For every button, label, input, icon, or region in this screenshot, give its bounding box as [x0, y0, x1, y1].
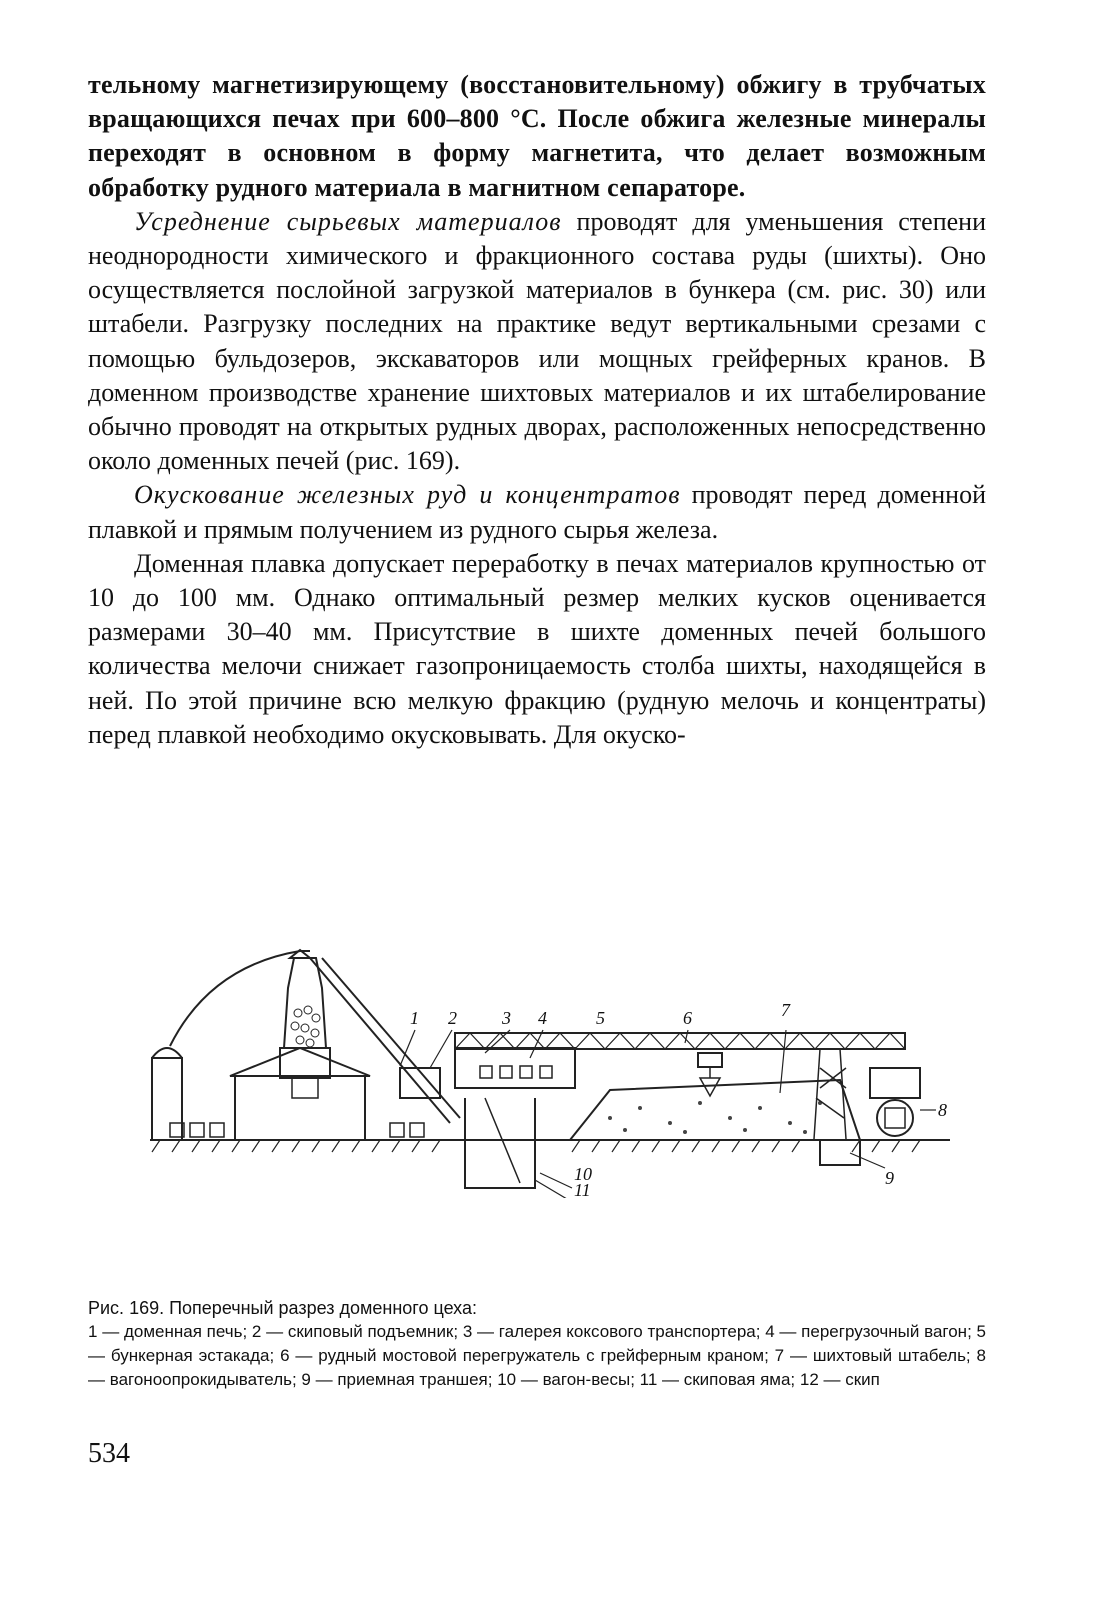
grab-bucket	[700, 1078, 720, 1096]
term-agglomeration: Окускование железных руд и концентратов	[134, 480, 681, 510]
grab-crane	[698, 1053, 722, 1067]
paragraph-2	[88, 205, 986, 479]
transfer-wagons	[480, 1066, 552, 1078]
label-6: 6	[683, 1008, 692, 1028]
label-3: 3	[502, 1008, 511, 1028]
caption-legend: 1 — доменная печь; 2 — скиповый подъемник; 3 — галерея коксового транспортера; 4 — перегрузочный вагон; 5 — бункерная эстакада; 6 — рудный мостовой перегружатель с грейферным краном; 7 — шихтовый штабель; 8 — вагоноопрокидыватель; 9 — приемная траншея; 10 — вагон-весы; 11 — скиповая яма; 12 — скип	[88, 1322, 986, 1389]
label-2: 2	[448, 1008, 457, 1028]
page-number: 534	[88, 1438, 130, 1469]
paragraph-3-text: проводят перед доменной плавкой и прямым получением из рудного сырья железа.	[88, 480, 986, 544]
ladle-wagons	[170, 1123, 424, 1137]
paragraph-2-text: проводят для уменьшения степени неоднородности химического и фракционного состава руды (шихты). Оно осуществляется послойной загрузкой материалов в бункера (см. рис. 30) или штабели. Разгрузку последних на практике ведут вертикальными срезами с помощью бульдозеров, экскаваторов или мощных грейферных кранов. В доменном производстве хранение шихтовых материалов и их штабелирование обычно проводят на открытых рудных дворах, расположенных непосредственно около доменных печей (рис. 169).	[88, 206, 986, 476]
stove-silo	[152, 1058, 182, 1140]
figure-caption	[88, 1296, 986, 1392]
cast-house	[235, 1076, 365, 1140]
bridge-leg	[814, 1049, 846, 1139]
body-text	[88, 68, 986, 752]
term-averaging: Усреднение сырьевых материалов	[134, 206, 562, 236]
label-7: 7	[781, 1000, 790, 1020]
paragraph-3	[88, 478, 986, 546]
car-dumper-drum	[877, 1100, 913, 1136]
paragraph-1: тельному магнетизирующему (восстановительному) обжигу в трубчатых вращающихся печах при 600–800 °С. После обжига железные минералы переходят в основном в форму магнетита, что делает возможным обработку рудного материала в магнитном сепараторе.	[88, 70, 986, 202]
receiving-trench	[820, 1140, 860, 1165]
label-8: 8	[938, 1100, 947, 1120]
car-dumper-house	[870, 1068, 920, 1098]
cast-house-roof	[230, 1048, 370, 1076]
label-1: 1	[410, 1008, 419, 1028]
blast-furnace-shop-section	[140, 918, 960, 1198]
silo-dome	[152, 1048, 182, 1058]
skip-pit	[465, 1098, 535, 1188]
label-9: 9	[885, 1168, 894, 1188]
bridge-truss	[455, 1033, 905, 1049]
caption-title: Рис. 169. Поперечный разрез доменного цеха:	[88, 1298, 477, 1318]
label-4: 4	[538, 1008, 547, 1028]
paragraph-4: Доменная плавка допускает переработку в печах материалов крупностью от 10 до 100 мм. Однако оптимальный резмер мелких кусков оценивается размерами 30–40 мм. Присутствие в шихте доменных печей большого количества мелочи снижает газопроницаемость столба шихты, находящейся в ней. По этой причине всю мелкую фракцию (рудную мелочь и концентраты) перед плавкой необходимо окусковывать. Для окуско-	[88, 548, 986, 749]
figure-169-drawing	[140, 918, 960, 1198]
label-11: 11	[574, 1180, 591, 1198]
bunker-trestle	[455, 1048, 575, 1088]
gas-main	[170, 951, 310, 1046]
label-10: 10	[574, 1164, 592, 1184]
callout-lines	[400, 1030, 936, 1198]
stockpile-dots	[608, 1101, 822, 1134]
label-5: 5	[596, 1008, 605, 1028]
